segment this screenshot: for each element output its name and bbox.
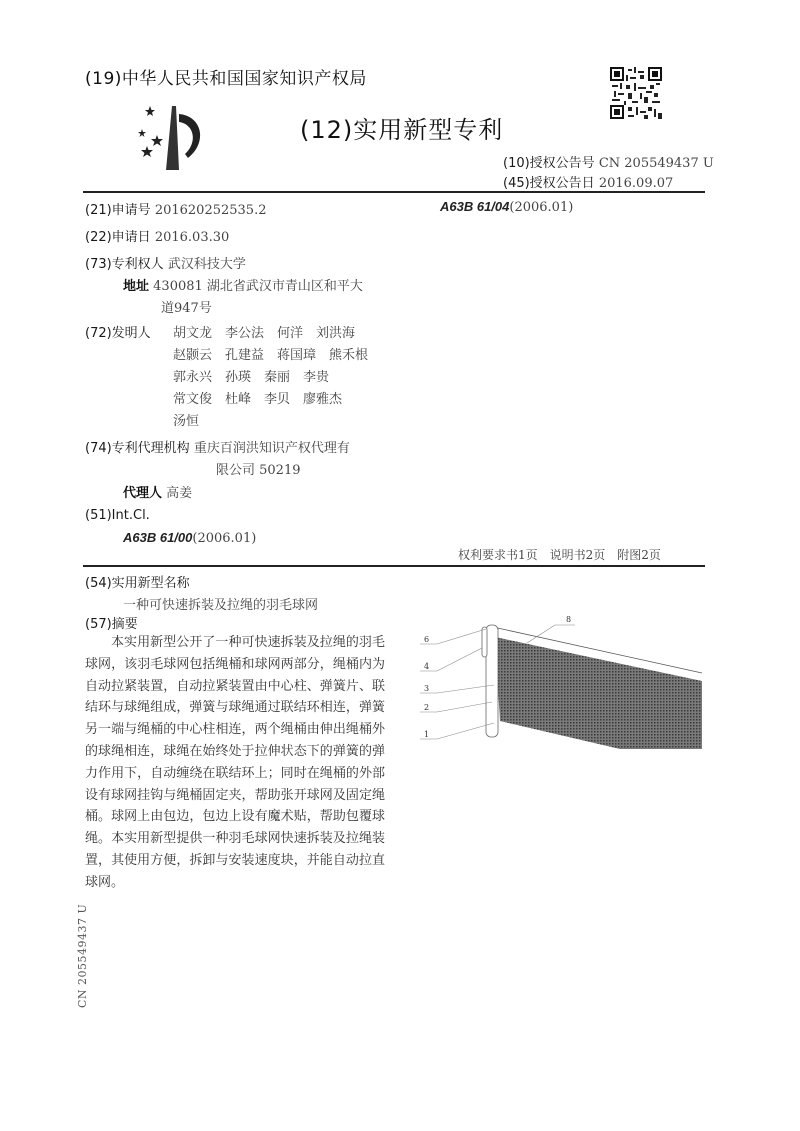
- pub-number-label: (10)授权公告号: [503, 156, 595, 171]
- intcl-version: (2006.01): [192, 531, 257, 546]
- callout-label: 8: [566, 615, 572, 624]
- cnipa-logo-icon: [130, 92, 210, 172]
- inventor-line: 常文俊 杜峰 李贝 廖雅杰: [173, 392, 343, 407]
- inventor-line: 汤恒: [173, 414, 200, 429]
- qr-code-icon[interactable]: [610, 67, 662, 119]
- pub-date-value: 2016.09.07: [598, 176, 674, 191]
- agency-line-1: 重庆百润洪知识产权代理有: [193, 441, 350, 456]
- app-date-value: 2016.03.30: [154, 230, 230, 245]
- badminton-net-drawing: [420, 605, 710, 765]
- callout-label: 3: [424, 684, 430, 693]
- callout-label: 2: [424, 703, 430, 712]
- address-label: 地址: [123, 279, 150, 294]
- ipc-main-code: A63B 61/04: [440, 199, 510, 214]
- section-divider: [83, 565, 705, 567]
- intcl-label: (51)Int.Cl.: [85, 508, 150, 523]
- callout-label: 4: [424, 662, 430, 671]
- abstract-label: (57)摘要: [85, 617, 138, 632]
- utility-title-value: 一种可快速拆装及拉绳的羽毛球网: [123, 598, 319, 613]
- net-hook: [482, 627, 487, 657]
- net-mesh: [495, 637, 702, 749]
- utility-title-label: (54)实用新型名称: [85, 576, 190, 591]
- spine-pub-number: CN 205549437 U: [76, 903, 89, 1008]
- page-counts: 权利要求书1页 说明书2页 附图2页: [458, 548, 661, 562]
- agent-value: 高姜: [166, 486, 193, 501]
- patent-type: (12)实用新型专利: [300, 116, 504, 144]
- abstract-text: 本实用新型公开了一种可快速拆装及拉绳的羽毛球网，该羽毛球网包括绳桶和球网两部分，绳桶内为自动拉紧装置，自动拉紧装置由中心柱、弹簧片、联结环与球绳组成，弹簧与球绳通过联结环相连，弹簧另一端与绳桶的中心柱相连，两个绳桶由伸出绳桶外的球绳相连，球绳在始终处于拉伸状态下的弹簧的弹力作用下，自动缠绕在联结环上；同时在绳桶的外部设有球网挂钩与绳桶固定夹，帮助张开球网及固定绳桶。球网上由包边，包边上设有魔术贴，帮助包覆球绳。本实用新型提供一种羽毛球网快速拆装及拉绳装置，其使用方便，拆卸与安装速度块，并能自动拉直球网。: [85, 635, 385, 890]
- inventor-line: 郭永兴 孙瑛 秦丽 李贵: [173, 370, 330, 385]
- agency-label: (74)专利代理机构: [85, 441, 190, 456]
- app-date-label: (22)申请日: [85, 230, 151, 245]
- rope-drum-pole: [486, 625, 498, 737]
- patentee-label: (73)专利权人: [85, 257, 164, 272]
- inventors-label: (72)发明人: [85, 326, 151, 341]
- inventor-line: 胡文龙 李公法 何洋 刘洪海: [173, 326, 356, 341]
- agent-label: 代理人: [123, 486, 163, 501]
- ipc-main-version: (2006.01): [509, 200, 574, 215]
- callout-label: 1: [424, 730, 430, 739]
- office-name: (19)中华人民共和国国家知识产权局: [85, 69, 367, 89]
- callout-label: 6: [424, 635, 430, 644]
- app-no-label: (21)申请号: [85, 203, 151, 218]
- agency-line-2: 限公司 50219: [216, 463, 301, 478]
- header-divider: [83, 191, 705, 193]
- pub-number-value: CN 205549437 U: [598, 156, 714, 171]
- inventor-line: 赵颢云 孔建益 蒋国璋 熊禾根: [173, 348, 369, 363]
- patentee-value: 武汉科技大学: [167, 257, 246, 272]
- app-no-value: 201620252535.2: [154, 203, 267, 218]
- address-line-1: 430081 湖北省武汉市青山区和平大: [153, 279, 363, 294]
- address-line-2: 道947号: [161, 301, 212, 316]
- intcl-code: A63B 61/00: [123, 530, 193, 545]
- pub-date-label: (45)授权公告日: [503, 176, 595, 191]
